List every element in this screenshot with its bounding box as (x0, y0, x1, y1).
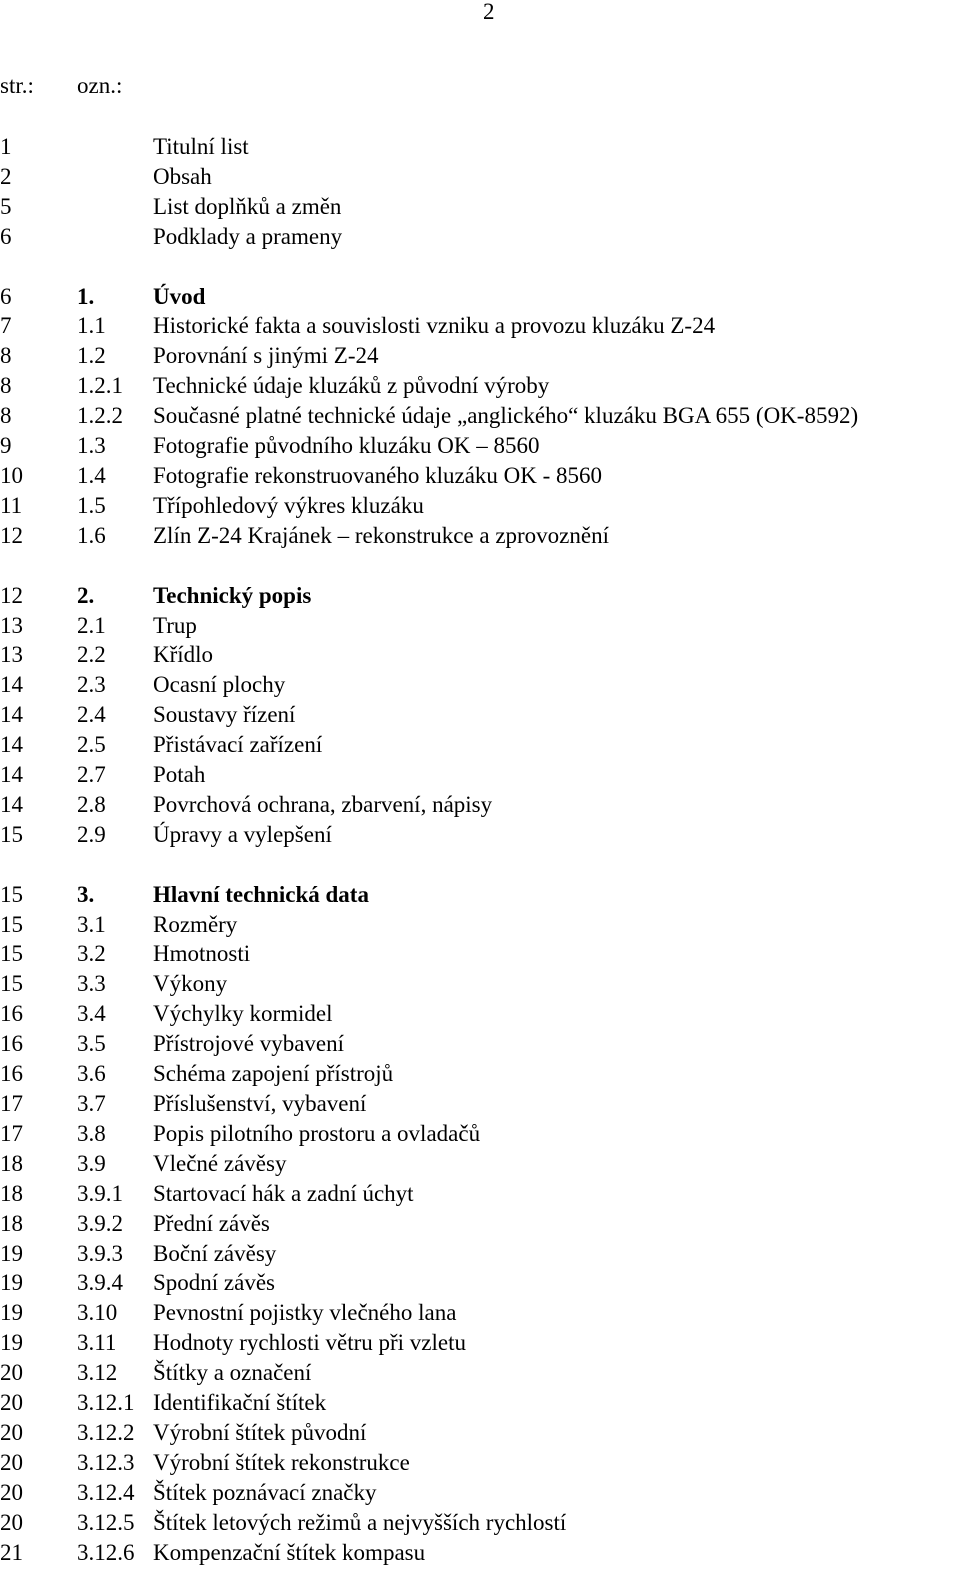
toc-page-number: 13 (0, 612, 23, 638)
toc-page-number: 10 (0, 462, 23, 488)
toc-section-number: 3.9.2 (77, 1210, 123, 1236)
toc-section-number: 3.2 (77, 941, 106, 967)
toc-title: Historické fakta a souvislosti vzniku a provozu kluzáku Z-24 (153, 313, 716, 339)
toc-page-number: 2 (0, 163, 12, 189)
toc-title: Fotografie původního kluzáku OK – 8560 (153, 433, 540, 459)
toc-entry (0, 401, 960, 431)
toc-title: Výrobní štítek rekonstrukce (153, 1449, 410, 1475)
toc-page-number: 12 (0, 522, 23, 548)
toc-entry (0, 1358, 960, 1388)
toc-page-number: 6 (0, 283, 12, 309)
toc-section-number: 3.3 (77, 971, 106, 997)
toc-section-number: 3.7 (77, 1091, 106, 1116)
toc-page-number: 8 (0, 403, 12, 429)
toc-title: Fotografie rekonstruovaného kluzáku OK - 8560 (153, 462, 603, 488)
toc-page-number: 19 (0, 1240, 23, 1266)
toc-page-number: 20 (0, 1509, 23, 1535)
toc-page-number: 12 (0, 582, 23, 608)
toc-entry (0, 760, 960, 790)
toc-title: Kompenzační štítek kompasu (153, 1539, 426, 1565)
toc-title: Třípohledový výkres kluzáku (153, 492, 424, 518)
toc-title: Porovnání s jinými Z-24 (153, 343, 379, 369)
toc-entry (0, 1149, 960, 1179)
toc-page-number: 20 (0, 1449, 23, 1475)
toc-section-heading (0, 282, 960, 312)
toc-section-number: 3.9.4 (77, 1270, 123, 1296)
toc-title: Titulní list (153, 134, 249, 159)
toc-title: Technické údaje kluzáků z původní výroby (153, 373, 550, 399)
toc-entry (0, 162, 960, 192)
toc-section-number: 2.2 (77, 642, 106, 668)
toc-entry (0, 1239, 960, 1269)
toc-section-number: 3.12.3 (77, 1449, 135, 1475)
toc-page-number: 16 (0, 1031, 23, 1057)
toc-section-number: 2.9 (77, 821, 106, 847)
toc-section-number: 1.5 (77, 492, 106, 518)
toc-title: List doplňků a změn (153, 193, 342, 219)
toc-entry (0, 1089, 960, 1119)
toc-entry (0, 1268, 960, 1298)
header-page-column: str.: (0, 73, 34, 98)
toc-section-number: 3.12.1 (77, 1390, 135, 1416)
toc-page-number: 15 (0, 881, 23, 907)
toc-page-number: 16 (0, 1061, 23, 1087)
toc-entry (0, 1119, 960, 1149)
toc-entry (0, 1179, 960, 1209)
toc-title: Současné platné technické údaje „anglického“ kluzáku BGA 655 (OK-8592) (153, 403, 859, 429)
toc-entry (0, 1328, 960, 1358)
toc-entry (0, 222, 960, 252)
toc-entry (0, 910, 960, 940)
toc-title: Úpravy a vylepšení (153, 821, 332, 847)
toc-entry (0, 670, 960, 700)
toc-entry (0, 521, 960, 551)
toc-entry (0, 461, 960, 491)
toc-page-number: 20 (0, 1419, 23, 1445)
toc-section-number: 3.12.2 (77, 1419, 135, 1445)
toc-section-number: 1.2 (77, 343, 106, 369)
toc-title: Hlavní technická data (153, 881, 369, 907)
toc-page-number: 18 (0, 1180, 23, 1206)
toc-title: Popis pilotního prostoru a ovladačů (153, 1120, 481, 1146)
toc-title: Podklady a prameny (153, 223, 343, 249)
toc-title: Štítky a označení (153, 1360, 312, 1386)
toc-entry (0, 371, 960, 401)
toc-section-number: 3.1 (77, 911, 106, 937)
toc-title: Startovací hák a zadní úchyt (153, 1180, 414, 1206)
toc-section-number: 1.2.1 (77, 373, 123, 399)
toc-page-number: 16 (0, 1001, 23, 1027)
toc-entry (0, 1209, 960, 1239)
toc-title: Křídlo (153, 642, 214, 668)
toc-section-number: 3.9.1 (77, 1180, 123, 1206)
toc-entry (0, 1538, 960, 1568)
toc-section-number: 2.4 (77, 702, 106, 728)
toc-title: Obsah (153, 163, 212, 189)
toc-section-number: 2.7 (77, 762, 106, 788)
toc-title: Spodní závěs (153, 1270, 276, 1296)
toc-entry (0, 820, 960, 850)
toc-entry (0, 640, 960, 670)
toc-title: Technický popis (153, 582, 312, 608)
toc-title: Hmotnosti (153, 941, 251, 967)
toc-entry (0, 730, 960, 760)
toc-page-number: 13 (0, 642, 23, 668)
toc-entry (0, 1388, 960, 1418)
toc-page-number: 14 (0, 732, 23, 758)
toc-page-number: 8 (0, 343, 12, 369)
toc-entry (0, 1478, 960, 1508)
toc-title: Vlečné závěsy (153, 1150, 287, 1176)
toc-title: Pevnostní pojistky vlečného lana (153, 1300, 457, 1326)
toc-title: Povrchová ochrana, zbarvení, nápisy (153, 791, 493, 817)
toc-title: Výkony (153, 971, 228, 997)
toc-page-number: 19 (0, 1300, 23, 1326)
toc-entry (0, 192, 960, 222)
toc-page-number: 11 (0, 492, 23, 518)
toc-page-number: 15 (0, 821, 23, 847)
toc-entry (0, 1298, 960, 1328)
toc-section-number: 3.11 (77, 1330, 117, 1356)
toc-title: Štítek letových režimů a nejvyšších rychlostí (153, 1509, 567, 1535)
toc-entry (0, 939, 960, 969)
toc-entry (0, 1508, 960, 1538)
toc-title: Výchylky kormidel (153, 1001, 333, 1027)
toc-page-number: 14 (0, 672, 23, 698)
toc-entry (0, 969, 960, 999)
toc-page-number: 18 (0, 1150, 23, 1176)
toc-section-number: 2.5 (77, 732, 106, 758)
toc-page-number: 17 (0, 1120, 23, 1146)
toc-page-number: 8 (0, 373, 12, 399)
toc-section-number: 2.1 (77, 612, 106, 638)
toc-section-number: 3.8 (77, 1120, 106, 1146)
toc-entry (0, 1029, 960, 1059)
toc-entry (0, 1448, 960, 1478)
toc-title: Ocasní plochy (153, 672, 286, 698)
toc-page-number: 15 (0, 911, 23, 937)
toc-title: Boční závěsy (153, 1240, 277, 1266)
toc-section-number: 1.6 (77, 522, 106, 548)
toc-title: Rozměry (153, 911, 238, 937)
toc-page-number: 6 (0, 223, 12, 249)
toc-title: Identifikační štítek (153, 1390, 327, 1416)
toc-section-number: 1.4 (77, 462, 106, 488)
header-mark-column: ozn.: (77, 73, 123, 98)
toc-section-number: 3.6 (77, 1061, 106, 1087)
toc-entry (0, 1059, 960, 1089)
toc-title: Zlín Z-24 Krajánek – rekonstrukce a zprovoznění (153, 522, 609, 548)
toc-entry (0, 311, 960, 341)
toc-entry (0, 611, 960, 641)
toc-page-number: 21 (0, 1539, 23, 1565)
toc-page-number: 14 (0, 762, 23, 788)
toc-title: Přistávací zařízení (153, 732, 323, 758)
toc-section-number: 2. (77, 582, 95, 608)
toc-page-number: 15 (0, 941, 23, 967)
toc-page-number: 9 (0, 433, 12, 459)
toc-title: Štítek poznávací značky (153, 1479, 377, 1505)
toc-section-heading (0, 880, 960, 910)
toc-section-number: 3.12.5 (77, 1509, 135, 1535)
toc-page-number: 14 (0, 791, 23, 817)
toc-page-number: 14 (0, 702, 23, 728)
toc-entry (0, 790, 960, 820)
toc-section-number: 3. (77, 881, 95, 907)
toc-section-number: 1.3 (77, 433, 106, 459)
toc-section-number: 3.4 (77, 1001, 106, 1027)
toc-section-number: 1.2.2 (77, 403, 123, 429)
toc-section-number: 3.5 (77, 1031, 106, 1057)
toc-page-number: 1 (0, 134, 12, 159)
toc-entry (0, 1418, 960, 1448)
toc-entry (0, 132, 960, 162)
toc-title: Přístrojové vybavení (153, 1031, 344, 1057)
toc-section-number: 3.12 (77, 1360, 118, 1386)
page-number: 2 (483, 0, 495, 24)
toc-page-number: 5 (0, 193, 12, 219)
toc-title: Soustavy řízení (153, 702, 296, 728)
toc-title: Trup (153, 612, 197, 638)
table-of-contents (0, 132, 960, 1568)
toc-entry (0, 999, 960, 1029)
toc-page-number: 7 (0, 313, 12, 339)
toc-section-number: 2.8 (77, 791, 106, 817)
toc-section-number: 3.10 (77, 1300, 118, 1326)
toc-section-number: 2.3 (77, 672, 106, 698)
toc-entry (0, 491, 960, 521)
toc-page-number: 18 (0, 1210, 23, 1236)
toc-page-number: 17 (0, 1091, 23, 1116)
toc-entry (0, 341, 960, 371)
toc-entry (0, 700, 960, 730)
toc-section-number: 3.9 (77, 1150, 106, 1176)
toc-title: Schéma zapojení přístrojů (153, 1061, 394, 1087)
toc-title: Přední závěs (153, 1210, 270, 1236)
toc-section-number: 3.9.3 (77, 1240, 123, 1266)
toc-page-number: 20 (0, 1390, 23, 1416)
toc-title: Hodnoty rychlosti větru při vzletu (153, 1330, 466, 1356)
toc-page-number: 19 (0, 1330, 23, 1356)
toc-section-number: 3.12.6 (77, 1539, 135, 1565)
toc-section-number: 1.1 (77, 313, 106, 339)
toc-title: Potah (153, 762, 206, 788)
toc-page-number: 19 (0, 1270, 23, 1296)
toc-page-number: 20 (0, 1360, 23, 1386)
toc-title: Výrobní štítek původní (153, 1419, 367, 1445)
toc-page-number: 15 (0, 971, 23, 997)
toc-section-number: 1. (77, 283, 95, 309)
toc-section-heading (0, 581, 960, 611)
toc-title: Úvod (153, 283, 206, 309)
toc-page-number: 20 (0, 1479, 23, 1505)
toc-title: Příslušenství, vybavení (153, 1091, 367, 1116)
toc-section-number: 3.12.4 (77, 1479, 135, 1505)
toc-entry (0, 431, 960, 461)
